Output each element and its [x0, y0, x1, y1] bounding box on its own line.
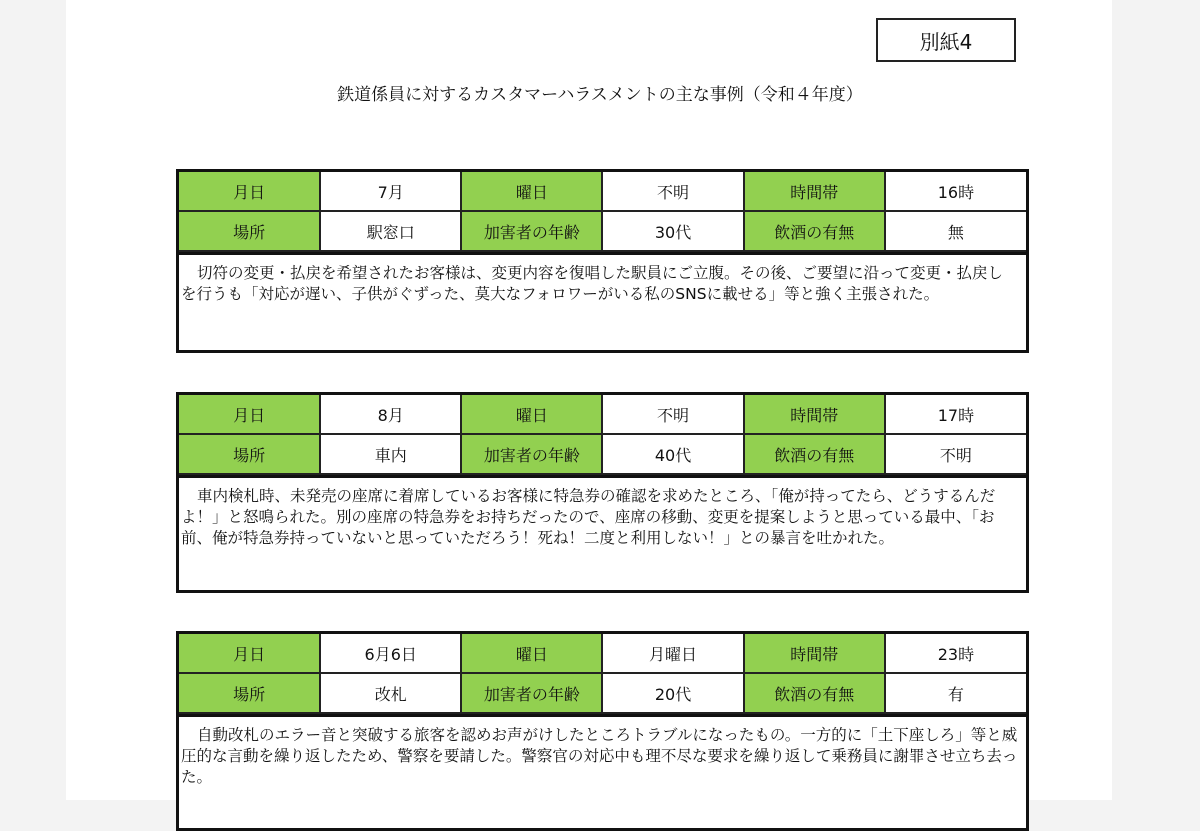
time-slot-value: 23時: [885, 634, 1026, 673]
weekday-label: 曜日: [461, 634, 602, 673]
time-slot-value: 17時: [885, 395, 1026, 434]
case-info-table: [179, 172, 1026, 252]
location-value: 駅窓口: [320, 211, 461, 251]
alcohol-value: 不明: [885, 434, 1026, 474]
alcohol-label: 飲酒の有無: [744, 434, 885, 474]
time-slot-value: 16時: [885, 172, 1026, 211]
location-value: 改札: [320, 673, 461, 713]
case-description: [179, 475, 1026, 549]
case-card-3: [176, 631, 1029, 831]
case-info-row-1: [179, 172, 1026, 211]
attachment-number-label: [876, 18, 1016, 62]
location-value: 車内: [320, 434, 461, 474]
date-label: 月日: [179, 172, 320, 211]
weekday-value: 不明: [602, 395, 743, 434]
weekday-label: 曜日: [461, 395, 602, 434]
case-description: [179, 714, 1026, 788]
time-slot-label: 時間帯: [744, 634, 885, 673]
case-info-row-2: [179, 673, 1026, 713]
alcohol-label: 飲酒の有無: [744, 211, 885, 251]
case-info-table: [179, 395, 1026, 475]
offender-age-label: 加害者の年齢: [461, 673, 602, 713]
case-info-table: [179, 634, 1026, 714]
offender-age-value: 40代: [602, 434, 743, 474]
alcohol-value: 有: [885, 673, 1026, 713]
location-label: 場所: [179, 673, 320, 713]
location-label: 場所: [179, 211, 320, 251]
offender-age-value: 20代: [602, 673, 743, 713]
case-description-text: 自動改札のエラー音と突破する旅客を認めお声がけしたところトラブルになったもの。一方的に「土下座しろ」等と威圧的な言動を繰り返したため、警察を要請した。警察官の対応中も理不尽な要求を繰り返して乗務員に謝罪させ立ち去った。: [181, 726, 1018, 786]
case-description-text: 車内検札時、未発売の座席に着席しているお客様に特急券の確認を求めたところ、「俺が持ってたら、どうするんだよ！」と怒鳴られた。別の座席の特急券をお持ちだったので、座席の移動、変更を提案しようと思っている最中、「お前、俺が特急券持っていないと思っていただろう！死ね！二度と利用しない！」との暴言を吐かれた。: [181, 487, 996, 547]
case-description-text: 切符の変更・払戻を希望されたお客様は、変更内容を復唱した駅員にご立腹。その後、ご要望に沿って変更・払戻しを行うも「対応が遅い、子供がぐずった、莫大なフォロワーがいる私のSNSに載せる」等と強く主張された。: [181, 264, 1004, 303]
offender-age-label: 加害者の年齢: [461, 434, 602, 474]
location-label: 場所: [179, 434, 320, 474]
case-info-row-1: [179, 395, 1026, 434]
date-value: 7月: [320, 172, 461, 211]
date-value: 8月: [320, 395, 461, 434]
time-slot-label: 時間帯: [744, 395, 885, 434]
case-card-2: [176, 392, 1029, 593]
attachment-number-text: 別紙4: [919, 29, 973, 54]
case-info-row-2: [179, 434, 1026, 474]
date-value: 6月6日: [320, 634, 461, 673]
case-card-1: [176, 169, 1029, 353]
offender-age-label: 加害者の年齢: [461, 211, 602, 251]
case-info-row-2: [179, 211, 1026, 251]
time-slot-label: 時間帯: [744, 172, 885, 211]
offender-age-value: 30代: [602, 211, 743, 251]
alcohol-value: 無: [885, 211, 1026, 251]
document-title: 鉄道係員に対するカスタマーハラスメントの主な事例（令和４年度）: [337, 85, 863, 105]
weekday-label: 曜日: [461, 172, 602, 211]
date-label: 月日: [179, 395, 320, 434]
weekday-value: 月曜日: [602, 634, 743, 673]
case-description: [179, 252, 1026, 305]
case-info-row-1: [179, 634, 1026, 673]
alcohol-label: 飲酒の有無: [744, 673, 885, 713]
date-label: 月日: [179, 634, 320, 673]
weekday-value: 不明: [602, 172, 743, 211]
